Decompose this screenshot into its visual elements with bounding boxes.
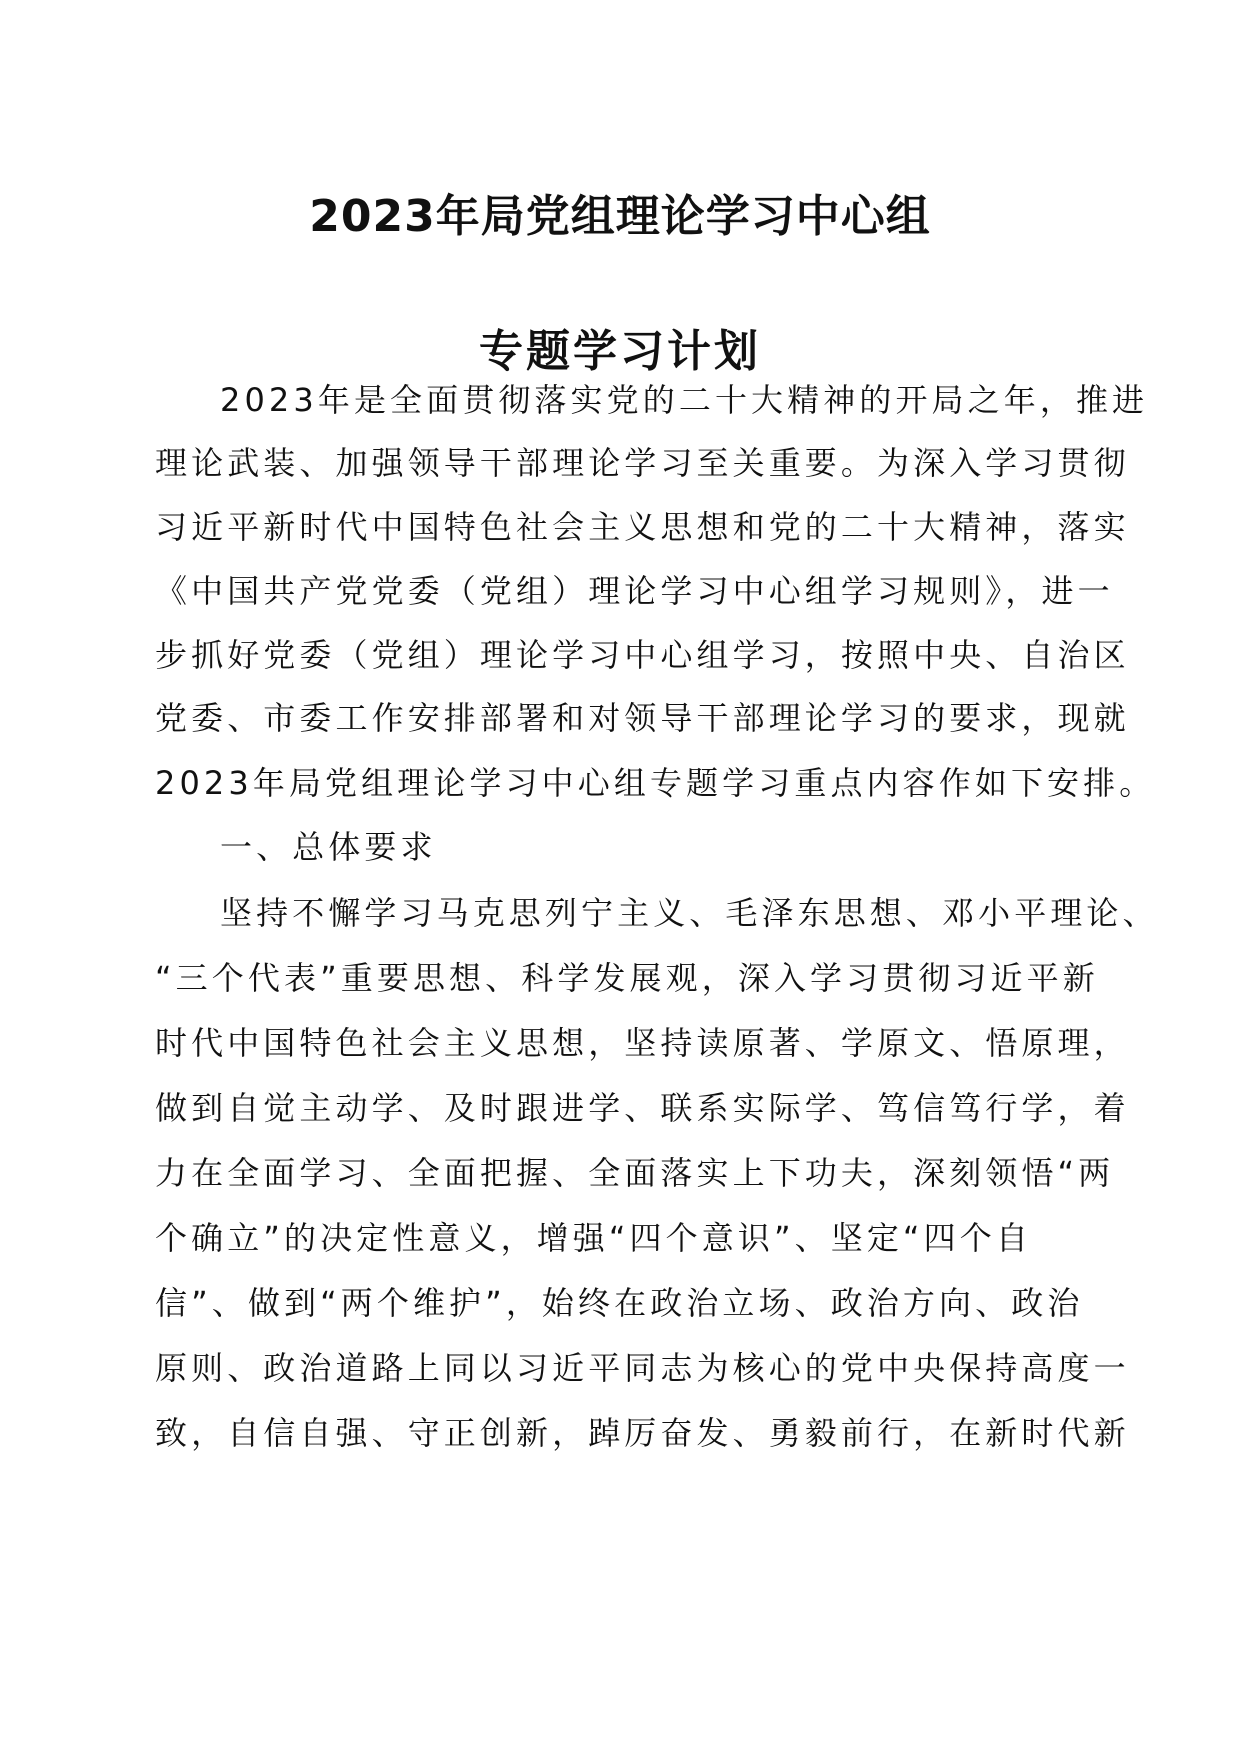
paragraph-line: 个确立”的决定性意义，增强“四个意识”、坚定“四个自 bbox=[155, 1219, 1032, 1257]
paragraph-line: 致，自信自强、守正创新，踔厉奋发、勇毅前行，在新时代新 bbox=[155, 1414, 1130, 1452]
paragraph-line: 党委、市委工作安排部署和对领导干部理论学习的要求，现就 bbox=[155, 699, 1130, 737]
section-heading: 一、总体要求 bbox=[220, 828, 437, 866]
paragraph-line: 习近平新时代中国特色社会主义思想和党的二十大精神，落实 bbox=[155, 508, 1130, 546]
paragraph-line: 2023年是全面贯彻落实党的二十大精神的开局之年，推进 bbox=[220, 381, 1149, 419]
paragraph-line: 信”、做到“两个维护”，始终在政治立场、政治方向、政治 bbox=[155, 1284, 1084, 1322]
paragraph-line: 2023年局党组理论学习中心组专题学习重点内容作如下安排。 bbox=[155, 764, 1156, 802]
paragraph-line: 步抓好党委（党组）理论学习中心组学习，按照中央、自治区 bbox=[155, 636, 1130, 674]
paragraph-line: 《中国共产党党委（党组）理论学习中心组学习规则》，进一 bbox=[155, 572, 1114, 610]
document-title-line-2: 专题学习计划 bbox=[479, 326, 761, 377]
paragraph-line: 理论武装、加强领导干部理论学习至关重要。为深入学习贯彻 bbox=[155, 444, 1130, 482]
paragraph-line: 力在全面学习、全面把握、全面落实上下功夫，深刻领悟“两 bbox=[155, 1154, 1115, 1192]
document-title-line-1: 2023年局党组理论学习中心组 bbox=[309, 191, 931, 242]
paragraph-line: 时代中国特色社会主义思想，坚持读原著、学原文、悟原理， bbox=[155, 1024, 1130, 1062]
paragraph-line: 做到自觉主动学、及时跟进学、联系实际学、笃信笃行学，着 bbox=[155, 1089, 1130, 1127]
paragraph-line: 坚持不懈学习马克思列宁主义、毛泽东思想、邓小平理论、 bbox=[220, 894, 1159, 932]
paragraph-line: 原则、政治道路上同以习近平同志为核心的党中央保持高度一 bbox=[155, 1349, 1130, 1387]
paragraph-line: “三个代表”重要思想、科学发展观，深入学习贯彻习近平新 bbox=[155, 959, 1099, 997]
